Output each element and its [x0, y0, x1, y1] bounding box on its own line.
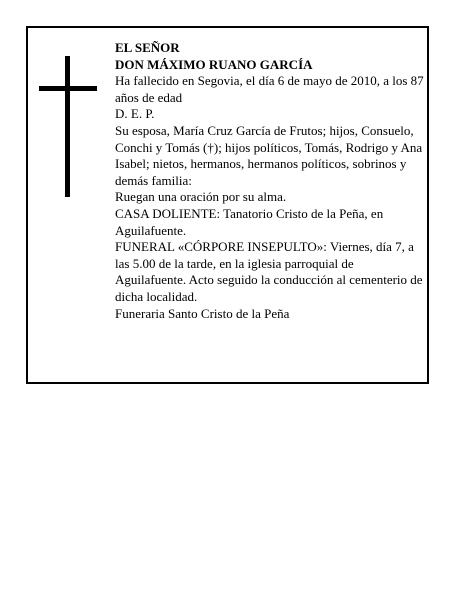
prayer-request: Ruegan una oración por su alma.: [115, 189, 287, 205]
notice-text: [115, 40, 425, 322]
death-statement: Ha fallecido en Segovia, el día 6 de mayo de 2010, a los 87 años de edad: [115, 73, 424, 105]
cross-vertical-bar: [65, 56, 70, 197]
funeral-home: Funeraria Santo Cristo de la Peña: [115, 305, 290, 321]
cross-horizontal-bar: [39, 86, 97, 91]
family-list: Su esposa, María Cruz García de Frutos; hijos, Consuelo, Conchi y Tomás (†); hijos políticos, Tomás, Rodrigo y Ana Isabel; nietos, hermanos, hermanos políticos, sobrinos y demás familia:: [115, 122, 423, 188]
funeral-details: FUNERAL «CÓRPORE INSEPULTO»: Viernes, día 7, a las 5.00 de la tarde, en la iglesia parroquial de Aguilafuente. Acto seguido la conducción al cementerio de dicha localidad.: [115, 239, 423, 304]
heading-title: EL SEÑOR: [115, 40, 180, 55]
deceased-name: DON MÁXIMO RUANO GARCÍA: [115, 56, 313, 72]
obituary-notice: [26, 26, 429, 384]
mourning-house: CASA DOLIENTE: Tanatorio Cristo de la Peña, en Aguilafuente.: [115, 205, 384, 238]
rip-line: D. E. P.: [115, 106, 155, 122]
